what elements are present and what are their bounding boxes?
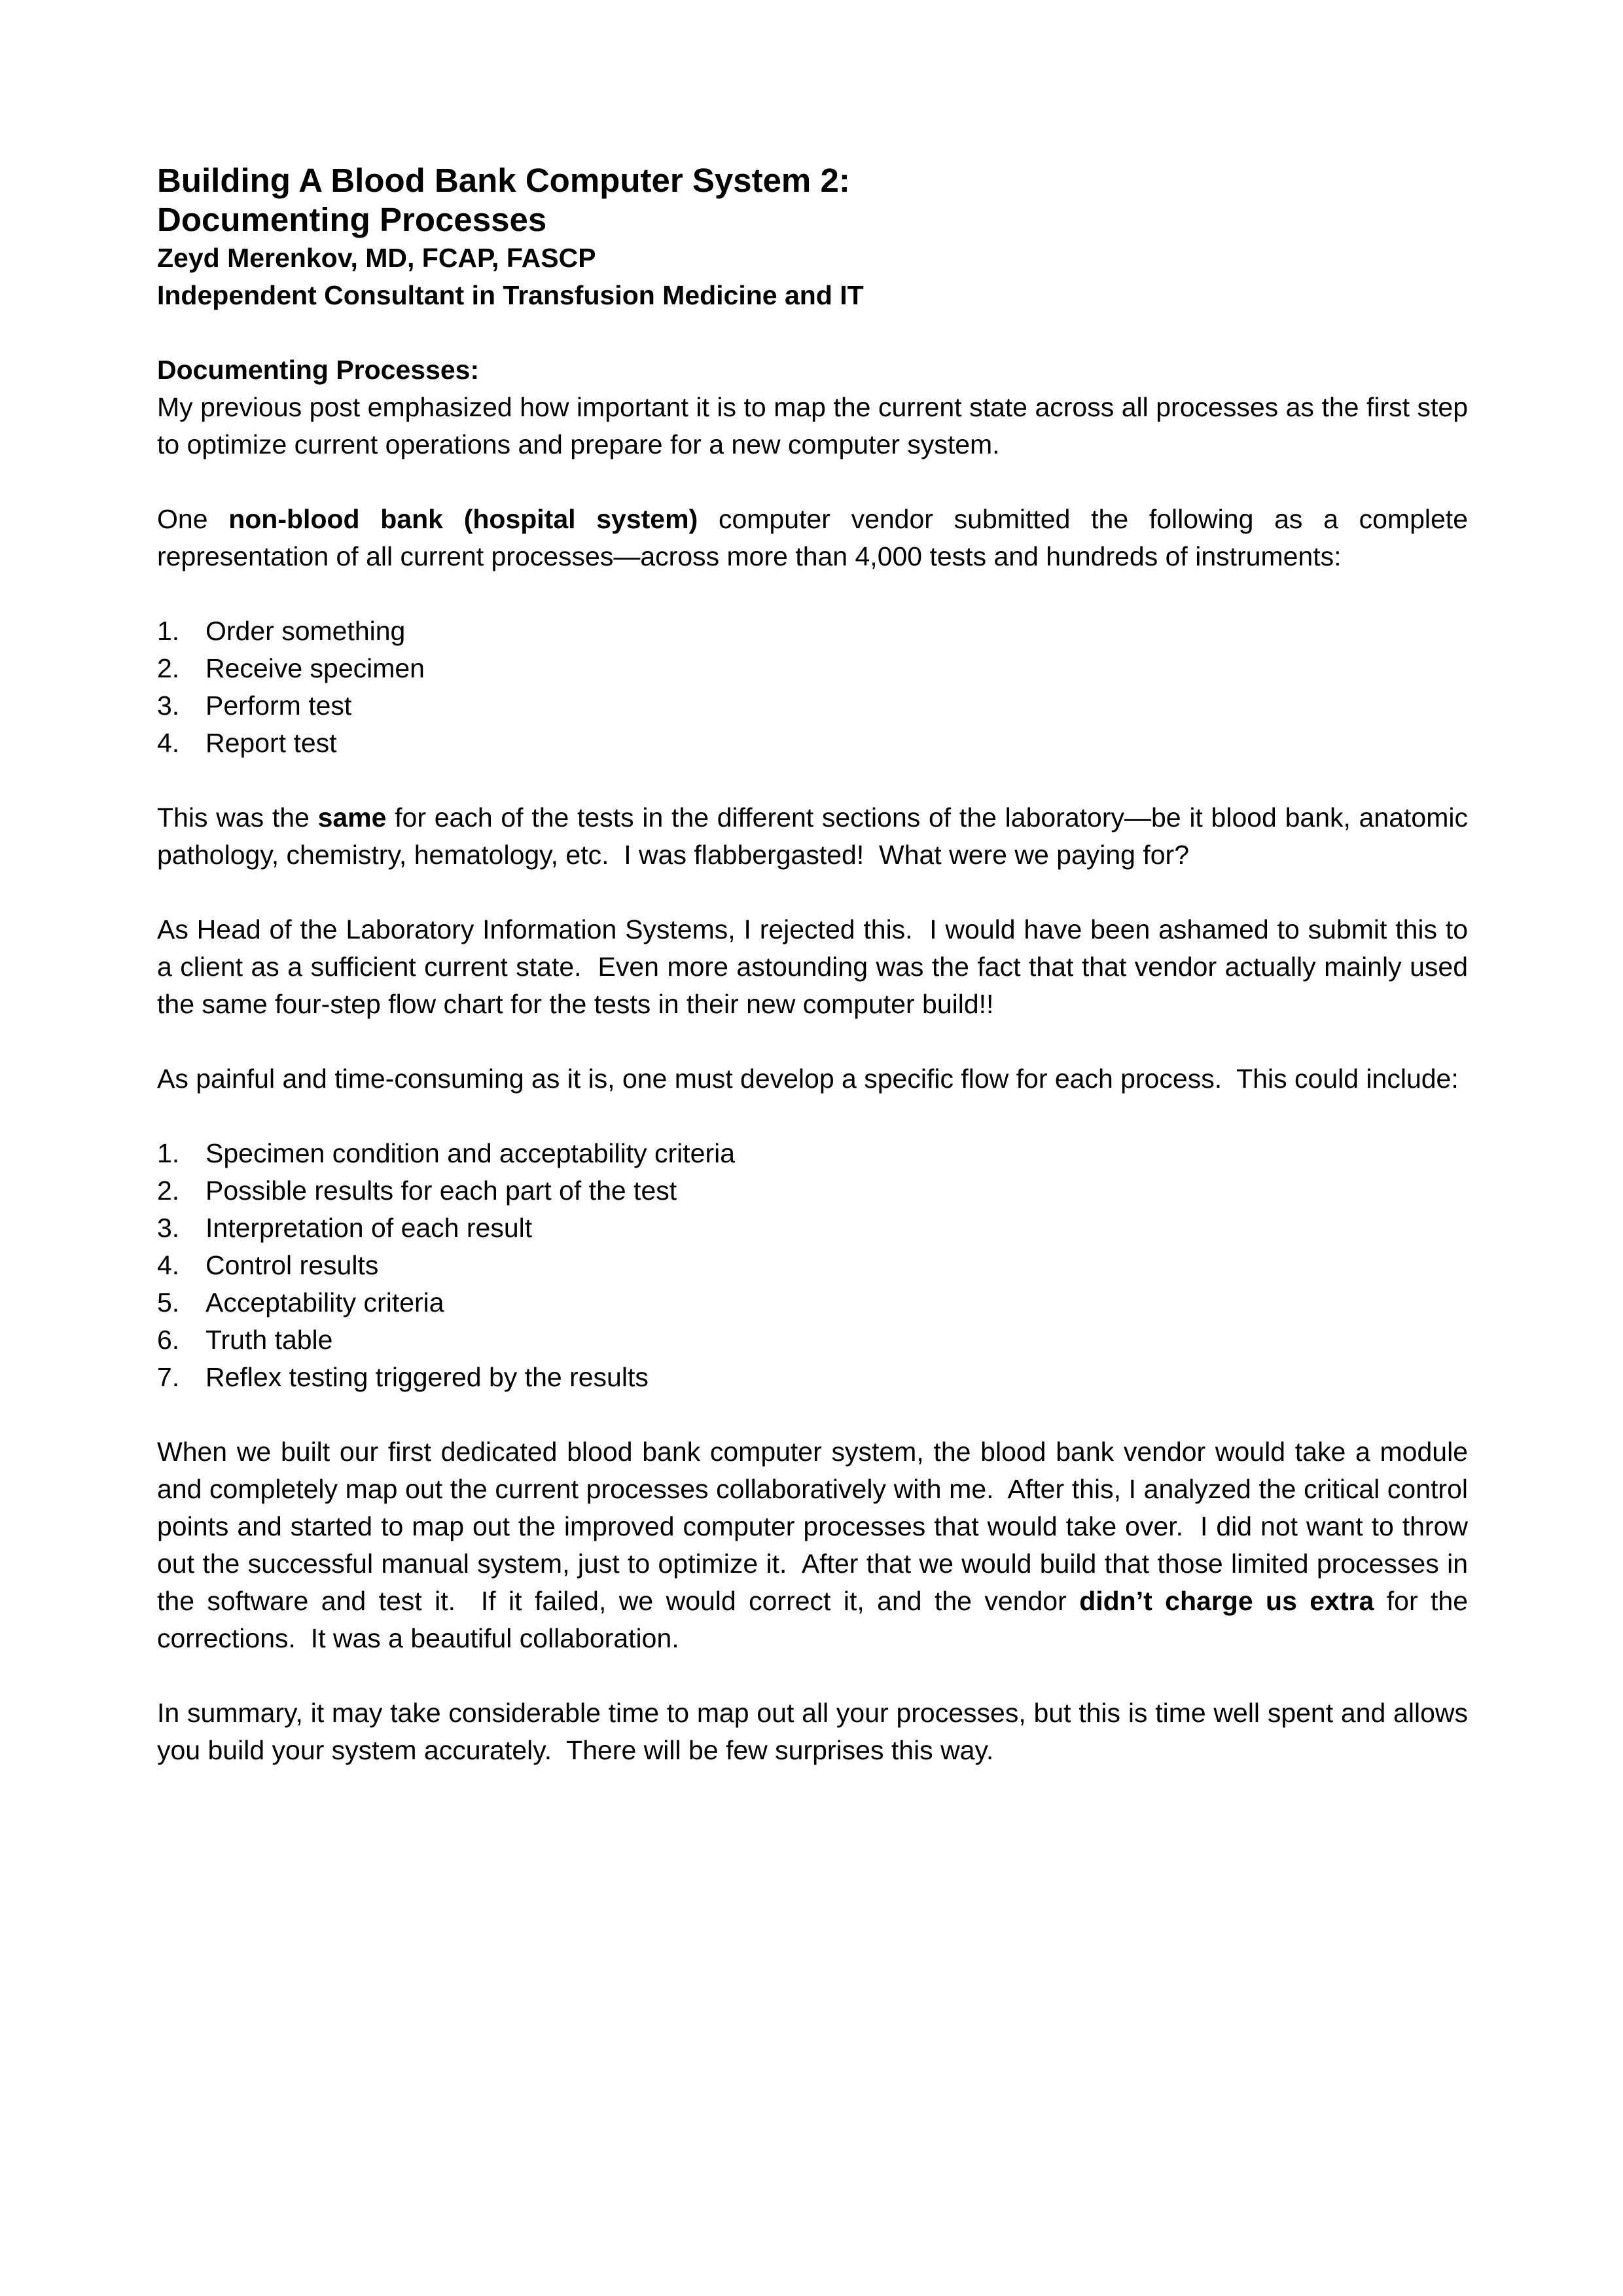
list-item (157, 687, 1468, 725)
list-item (157, 725, 1468, 762)
document-title-line-2: Documenting Processes (157, 201, 547, 238)
list-item-number: 6. (157, 1325, 180, 1355)
list-item (157, 1210, 1468, 1247)
list-item (157, 1247, 1468, 1284)
list-item-text: Truth table (205, 1325, 333, 1355)
list-item (157, 1135, 1468, 1172)
paragraph-rejected: As Head of the Laboratory Information Systems, I rejected this. I would have been ashamed to submit this to a client as a sufficient current state. Even more astounding was the fact that that vendor actually mainly used the same four-step flow chart for the tests in their new computer build!! (157, 914, 1476, 1019)
affiliation: Independent Consultant in Transfusion Medicine and IT (157, 280, 864, 310)
paragraph-painful: As painful and time-consuming as it is, one must develop a specific flow for each process. This could include: (157, 1064, 1459, 1094)
paragraph-collaboration: When we built our first dedicated blood bank computer system, the blood bank vendor would take a module and completely map out the current processes collaboratively with me. After this, I analyzed the critical control points and started to map out the improved computer processes that would take over. I did not want to throw out the successful manual system, just to optimize it. After that we would build that those limited processes in the software and test it. If it failed, we would correct it, and the vendor didn’t charge us extra for the corrections. It was a beautiful collaboration. (157, 1437, 1476, 1653)
list-item-text: Report test (205, 728, 337, 758)
list-item (157, 1172, 1468, 1210)
list-item (157, 613, 1468, 650)
list-item-number: 2. (157, 1175, 180, 1206)
list-item-text: Reflex testing triggered by the results (205, 1362, 649, 1392)
list-item-text: Perform test (205, 691, 352, 721)
list-item-number: 2. (157, 653, 180, 683)
list-item-number: 3. (157, 691, 180, 721)
list-item-number: 1. (157, 616, 180, 646)
paragraph-vendor: One non-blood bank (hospital system) computer vendor submitted the following as a complete representation of all current processes—across more than 4,000 tests and hundreds of instruments: (157, 504, 1476, 571)
document-title-line-1: Building A Blood Bank Computer System 2: (157, 162, 850, 199)
list-item-number: 4. (157, 1250, 180, 1280)
list-item-text: Receive specimen (205, 653, 425, 683)
document-header (157, 161, 1468, 314)
list-item-text: Control results (205, 1250, 379, 1280)
ordered-list-four-steps (157, 613, 1468, 762)
list-item-text: Possible results for each part of the test (205, 1175, 677, 1206)
list-item-number: 1. (157, 1138, 180, 1168)
list-item-number: 4. (157, 728, 180, 758)
paragraph-same: This was the same for each of the tests in the different sections of the laboratory—be it blood bank, anatomic pathology, chemistry, hematology, etc. I was flabbergasted! What were we paying for? (157, 802, 1476, 870)
list-item-number: 7. (157, 1362, 180, 1392)
ordered-list-flow-items (157, 1135, 1468, 1396)
list-item (157, 1359, 1468, 1396)
list-item (157, 1321, 1468, 1359)
list-item-number: 3. (157, 1213, 180, 1243)
list-item (157, 1284, 1468, 1321)
byline: Zeyd Merenkov, MD, FCAP, FASCP (157, 243, 596, 273)
paragraph-intro: My previous post emphasized how important it is to map the current state across all processes as the first step to optimize current operations and prepare for a new computer system. (157, 392, 1476, 459)
list-item-text: Order something (205, 616, 406, 646)
list-item-text: Specimen condition and acceptability criteria (205, 1138, 736, 1168)
section-documenting-processes (157, 351, 1476, 463)
section-heading: Documenting Processes: (157, 355, 480, 385)
list-item-text: Interpretation of each result (205, 1213, 533, 1243)
list-item (157, 650, 1468, 687)
paragraph-summary: In summary, it may take considerable time to map out all your processes, but this is time well spent and allows you build your system accurately. There will be few surprises this way. (157, 1698, 1476, 1765)
list-item-number: 5. (157, 1287, 180, 1318)
list-item-text: Acceptability criteria (205, 1287, 444, 1318)
